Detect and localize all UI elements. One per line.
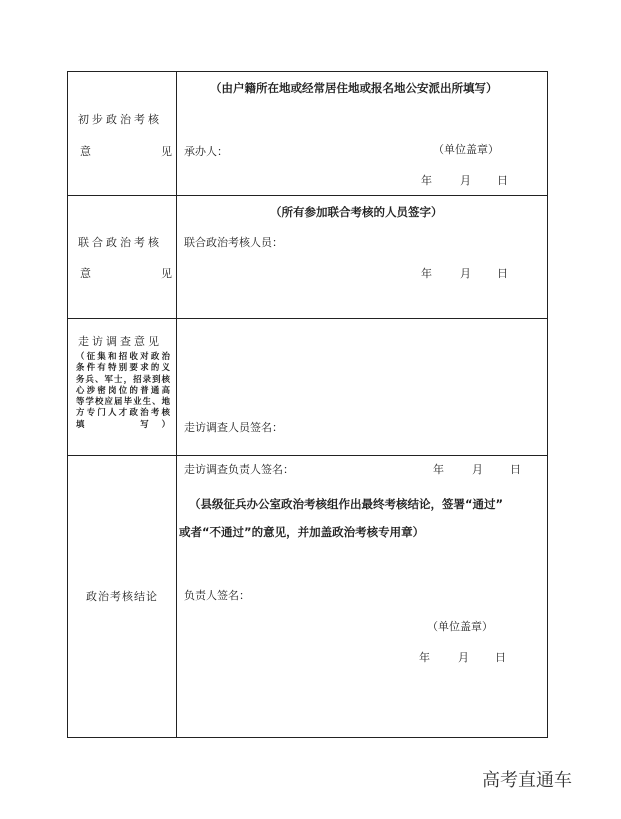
label-preliminary-title: 初步政治考核 bbox=[78, 113, 162, 126]
preliminary-instruction: （由户籍所在地或经常居住地或报名地公安派出所填写） bbox=[210, 81, 498, 95]
row-preliminary-review bbox=[68, 72, 547, 196]
joint-instruction: （所有参加联合考核的人员签字） bbox=[270, 205, 443, 219]
watermark-text: 高考直通车 bbox=[482, 770, 572, 791]
label-preliminary-opinion-right: 见 bbox=[161, 145, 172, 158]
preliminary-handler-label[interactable]: 承办人： bbox=[184, 145, 228, 158]
label-cell-conclusion bbox=[68, 456, 177, 737]
conclusion-date-day: 日 bbox=[495, 651, 506, 664]
conclusion-date-month: 月 bbox=[458, 651, 469, 664]
visit-note-line: 条件有特别要求的义 bbox=[76, 362, 170, 373]
conclusion-responsible-label[interactable]: 负责人签名： bbox=[184, 589, 250, 602]
conclusion-date-year: 年 bbox=[419, 651, 430, 664]
visit-leader-label[interactable]: 走访调查负责人签名： bbox=[184, 463, 294, 476]
content-cell-conclusion bbox=[177, 456, 547, 737]
visit-note-line: 方专门人才政治考核 bbox=[76, 407, 170, 418]
conclusion-seal-label: （单位盖章） bbox=[427, 620, 493, 633]
preliminary-date-day: 日 bbox=[497, 174, 508, 187]
content-cell-visit bbox=[177, 319, 547, 476]
visit-date-year: 年 bbox=[433, 463, 444, 476]
conclusion-instruction-line2: 或者“不通过”的意见，并加盖政治考核专用章） bbox=[179, 525, 425, 539]
visit-investigator-label[interactable]: 走访调查人员签名： bbox=[184, 421, 283, 434]
row-visit-investigation bbox=[68, 319, 547, 476]
label-joint-opinion-right: 见 bbox=[161, 267, 172, 280]
row-joint-review bbox=[68, 196, 547, 319]
visit-date-month: 月 bbox=[472, 463, 483, 476]
label-preliminary-opinion-left: 意 bbox=[80, 145, 91, 158]
preliminary-date-month: 月 bbox=[460, 174, 471, 187]
label-visit-title: 走访调查意见 bbox=[78, 335, 162, 348]
label-joint-opinion-left: 意 bbox=[80, 267, 91, 280]
label-conclusion-title: 政治考核结论 bbox=[86, 590, 158, 603]
content-cell-joint bbox=[177, 196, 547, 318]
label-cell-visit bbox=[68, 319, 177, 455]
joint-date-year: 年 bbox=[421, 267, 432, 280]
political-review-form-table bbox=[67, 71, 548, 738]
preliminary-seal-label: （单位盖章） bbox=[433, 143, 499, 156]
joint-date-day: 日 bbox=[497, 267, 508, 280]
visit-note-line: 填 写 ） bbox=[76, 418, 170, 429]
preliminary-date-year: 年 bbox=[421, 174, 432, 187]
label-joint-title: 联合政治考核 bbox=[78, 236, 162, 249]
visit-note-line: 心涉密岗位的普通高 bbox=[76, 384, 170, 395]
joint-members-label[interactable]: 联合政治考核人员： bbox=[184, 236, 283, 249]
visit-date-day: 日 bbox=[510, 463, 521, 476]
content-cell-preliminary bbox=[177, 72, 547, 195]
label-cell-preliminary bbox=[68, 72, 177, 195]
visit-note-line: 等学校应届毕业生、地 bbox=[76, 396, 170, 407]
row-conclusion bbox=[68, 456, 547, 737]
joint-date-month: 月 bbox=[460, 267, 471, 280]
conclusion-instruction-line1: （县级征兵办公室政治考核组作出最终考核结论，签署“通过” bbox=[189, 497, 504, 511]
label-visit-note bbox=[76, 351, 170, 430]
label-cell-joint bbox=[68, 196, 177, 318]
visit-note-line: 务兵、军士，招录到核 bbox=[76, 373, 170, 384]
visit-note-line: （征集和招收对政治 bbox=[76, 351, 170, 361]
